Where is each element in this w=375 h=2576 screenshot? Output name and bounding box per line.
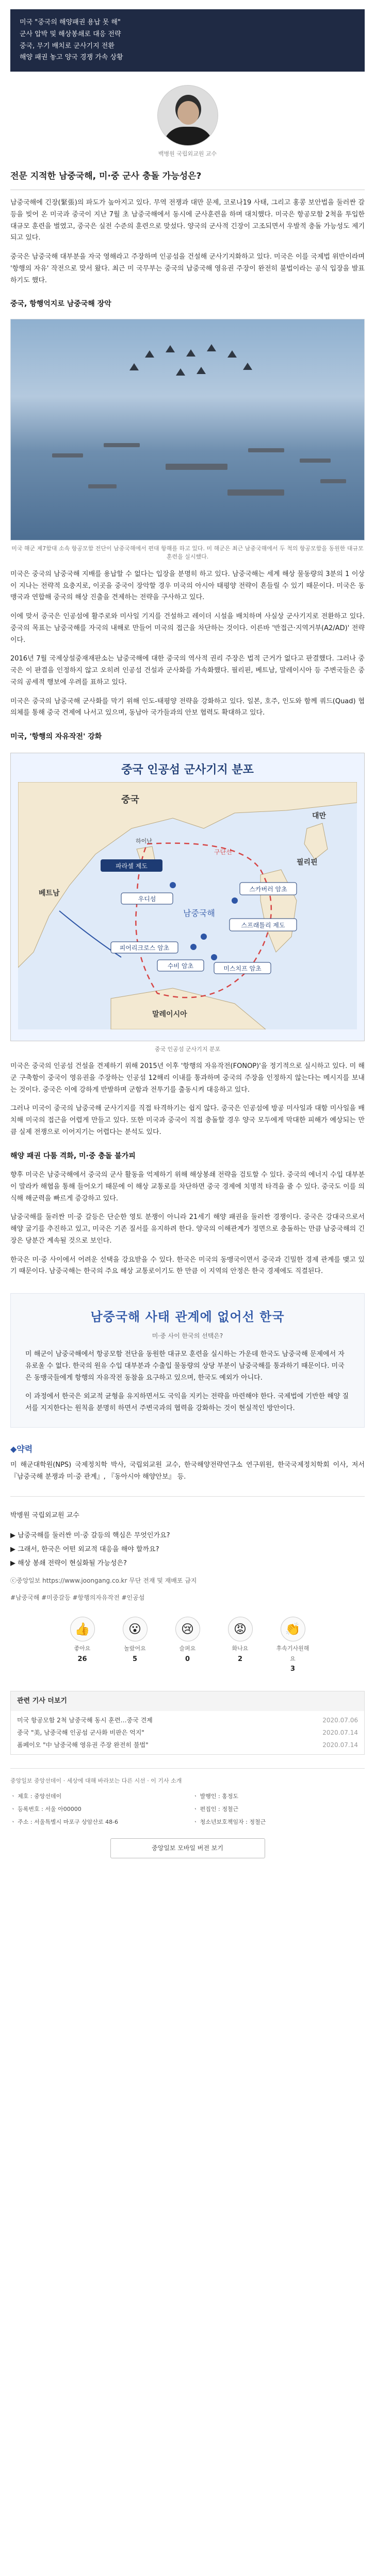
byline: 박병원 국립외교원 교수 xyxy=(10,1512,79,1520)
clap-icon: 👏 xyxy=(281,1617,305,1641)
paragraph: 중국은 남중국해 대부분을 자국 영해라고 주장하며 인공섬을 건설해 군사기지화하고 있다. 미국은 이를 국제법 위반이라며 '항행의 자유' 작전으로 맞서 왔다. 최근 미 국무부는 중국의 남중국해 영유권 주장이 완전히 불법이라는 공식 입장을 발표하기도 했다. xyxy=(10,253,365,284)
tag-list[interactable]: #남중국해 #미중갈등 #항행의자유작전 #인공섬 xyxy=(10,1594,145,1602)
profile-title: ◆약력 xyxy=(10,1444,33,1454)
reaction-follow-up[interactable]: 👏 후속기사원해요 3 xyxy=(276,1617,309,1675)
mobile-version-button[interactable]: 중앙일보 모바일 버전 보기 xyxy=(110,1838,265,1858)
carrier-fleet-photo xyxy=(10,319,365,540)
map-label-sea: 남중국해 xyxy=(183,908,215,918)
paragraph: 그러나 미국이 중국의 남중국해 군사기지를 직접 타격하기는 쉽지 않다. 중국은 인공섬에 방공 미사일과 대함 미사일을 배치해 미국의 접근을 어렵게 만들고 있다. 또한 미국과 중국이 직접 충돌할 경우 양국 모두에게 막대한 피해가 예상되는 만큼 실제 전쟁으로 이어지기는 어렵다는 분석도 있다. xyxy=(10,1105,365,1136)
paragraph: 남중국해에 긴장(緊張)의 파도가 높아지고 있다. 무역 전쟁과 대만 문제, 코로나19 사태, 그리고 홍콩 보안법을 둘러싼 갈등을 빚어 온 미국과 중국이 지난 7월 초 남중국해에서 동시에 군사훈련을 하며 대치했다. 미국은 항공모함 2척을 투입한 대규모 훈련을 벌였고, 중국은 실전 수준의 훈련으로 맞섰다. 양국의 군사적 긴장이 고조되면서 우발적 충돌 가능성도 제기되고 있다. xyxy=(10,199,365,242)
map-label-nine-dash: 구단선 xyxy=(214,848,232,856)
section-title: 미국, '항행의 자유작전' 강화 xyxy=(10,733,102,741)
summary-line: 중국, 무기 배치로 군사기지 전환 xyxy=(20,42,115,50)
question-item[interactable]: ▶ 그래서, 한국은 어떤 외교적 대응을 해야 할까요? xyxy=(10,1545,159,1553)
map-label-scarborough: 스카버러 암초 xyxy=(249,885,287,893)
lead-question: 전문 지적한 남중국해, 미·중 군사 충돌 가능성은? xyxy=(10,169,365,190)
question-list xyxy=(10,1530,365,1569)
reaction-angry[interactable]: 😡 화나요 2 xyxy=(224,1617,257,1675)
profile-text: 미 해군대학원(NPS) 국제정치학 박사, 국립외교원 교수, 한국해양전략연구소 연구위원, 한국국제정치학회 이사, 저서 『남중국해 분쟁과 미·중 관계』, 『동아시아 해양안보』 등. xyxy=(10,1461,365,1481)
map-label-woody: 우디섬 xyxy=(138,895,156,903)
photo-caption: 미국 해군 제7함대 소속 항공모함 전단이 남중국해에서 편대 항해를 하고 있다. 미 해군은 최근 남중국해에서 두 척의 항공모함을 동원한 대규모 훈련을 실시했다. xyxy=(11,545,364,561)
sad-icon: 😢 xyxy=(175,1617,200,1641)
summary-box xyxy=(10,9,365,72)
footer-row: ㆍ 주소 : 서울특별시 마포구 상암산로 48-6 xyxy=(10,1819,119,1826)
paragraph: 한국은 미·중 사이에서 어려운 선택을 강요받을 수 있다. 한국은 미국의 동맹국이면서 중국과 긴밀한 경제 관계를 맺고 있기 때문이다. 남중국해는 한국의 주요 해상 교통로이기도 한 만큼 이 지역의 안정은 한국 경제에도 직결된다. xyxy=(10,1256,365,1276)
map-caption: 중국 인공섬 군사기지 분포 xyxy=(154,1045,221,1053)
section-title: 중국, 항행억지로 남중국해 장악 xyxy=(10,300,111,309)
paragraph: 남중국해를 둘러싼 미·중 갈등은 단순한 영토 분쟁이 아니라 21세기 해양 패권을 둘러싼 경쟁이다. 중국은 강대국으로서 해양 굴기를 추진하고 있고, 미국은 기존 질서를 유지하려 한다. 양국의 이해관계가 정면으로 충돌하는 만큼 남중국해의 긴장은 당분간 계속될 것으로 보인다. xyxy=(10,1213,365,1245)
map-label-philippines: 필리핀 xyxy=(297,858,318,867)
paragraph: 이에 맞서 중국은 인공섬에 활주로와 미사일 기지를 건설하고 레이더 시설을 배치하며 사실상 군사기지로 전환하고 있다. 중국의 목표는 남중국해를 자국의 내해로 만들어 미국의 접근을 차단하는 것이다. 이른바 '반접근·지역거부(A2/AD)' 전략이다. xyxy=(10,613,365,644)
question-item[interactable]: ▶ 남중국해를 둘러싼 미·중 갈등의 핵심은 무엇인가요? xyxy=(10,1532,170,1540)
article-page xyxy=(0,9,375,2576)
callout-paragraph: 이 과정에서 한국은 외교적 균형을 유지하면서도 국익을 지키는 전략을 마련해야 한다. 국제법에 기반한 해양 질서를 지지한다는 원칙을 분명히 하면서 주변국과의 협력을 강화하는 것이 현실적인 방안이다. xyxy=(25,1393,349,1413)
paragraph: 미국은 중국의 인공섬 건설을 견제하기 위해 2015년 이후 '항행의 자유작전(FONOP)'을 정기적으로 실시하고 있다. 미 해군 구축함이 중국이 영유권을 주장하는 인공섬 12해리 이내를 통과하며 중국의 주장을 인정하지 않는다는 메시지를 보내는 것이다. 중국은 이에 강하게 반발하며 군함과 전투기를 출동시켜 대응하고 있다. xyxy=(10,1062,365,1094)
map-label-fiery: 피어리크로스 암초 xyxy=(119,944,170,952)
callout-subtitle: 미·중 사이 한국의 선택은? xyxy=(152,1332,223,1340)
map-label-hainan: 하이난 xyxy=(136,837,152,844)
author-caption: 백병원 국립외교원 교수 xyxy=(158,150,217,158)
related-header: 관련 기사 더보기 xyxy=(11,1691,364,1711)
surprised-icon: 😮 xyxy=(123,1617,148,1641)
profile-section xyxy=(10,1442,365,1483)
reaction-sad[interactable]: 😢 슬퍼요 0 xyxy=(171,1617,204,1675)
related-item[interactable]: 중국 "美, 남중국해 인공섬 군사화 비판은 억지" 2020.07.14 xyxy=(17,1729,358,1737)
footer-row: ㆍ 발행인 : 홍정도 xyxy=(192,1792,239,1800)
reaction-surprised[interactable]: 😮 놀랐어요 5 xyxy=(119,1617,152,1675)
footer-row: ㆍ 제호 : 중앙선데이 xyxy=(10,1792,62,1800)
copyright: ⓒ중앙일보 https://www.joongang.co.kr 무단 전재 및 재배포 금지 xyxy=(10,1577,197,1585)
map-title: 중국 인공섬 군사기지 분포 xyxy=(121,763,254,776)
author-profile xyxy=(10,85,365,159)
map-label-taiwan: 대만 xyxy=(312,811,327,820)
question-item[interactable]: ▶ 해상 봉쇄 전략이 현실화될 가능성은? xyxy=(10,1559,127,1567)
footer-row: ㆍ 편집인 : 정철근 xyxy=(192,1805,239,1812)
footer-meta: 중앙일보 중앙선데이 · 세상에 대해 바라보는 다른 시선 · 이 기사 소개 xyxy=(10,1777,182,1785)
angry-icon: 😡 xyxy=(228,1617,253,1641)
map-label-mischief: 미스치프 암초 xyxy=(223,964,262,972)
map-label-malaysia: 말레이시아 xyxy=(152,1010,187,1019)
map-label-paracel: 파라셀 제도 xyxy=(116,862,148,870)
callout-paragraph: 미 해군이 남중국해에서 항공모함 전단을 동원한 대규모 훈련을 실시하는 가운데 한국도 남중국해 문제에서 자유로울 수 없다. 한국의 원유 수입 대부분과 수출입 물동량의 상당 부분이 남중국해를 통과하기 때문이다. 미국은 동맹국들에게 항행의 자유작전 동참을 요구하고 있으며, 한국도 예외가 아니다. xyxy=(25,1350,345,1382)
south-china-sea-map xyxy=(18,782,357,1029)
related-articles xyxy=(10,1691,365,1755)
map-label-subi: 수비 암초 xyxy=(167,962,194,970)
base-map-infographic xyxy=(10,753,365,1041)
site-footer xyxy=(10,1768,365,1858)
map-label-spratly: 스프래틀리 제도 xyxy=(241,921,285,929)
callout-title: 남중국해 사태 관계에 없어선 한국 xyxy=(90,1310,285,1325)
footer-row: ㆍ 청소년보호책임자 : 정철근 xyxy=(192,1819,266,1826)
summary-line: 군사 압박 및 해상봉쇄로 대응 전략 xyxy=(20,30,121,38)
callout-box xyxy=(10,1293,365,1428)
paragraph: 2016년 7월 국제상설중재재판소는 남중국해에 대한 중국의 역사적 권리 주장은 법적 근거가 없다고 판결했다. 그러나 중국은 이 판결을 인정하지 않고 오히려 인공섬 건설과 군사화를 가속화했다. 필리핀, 베트남, 말레이시아 등 주변국들은 중국의 공세적 행보에 우려를 표하고 있다. xyxy=(10,655,365,686)
summary-line: 미국 "중국의 해양패권 용납 못 해" xyxy=(20,19,121,26)
related-item[interactable]: 미국 항공모함 2척 남중국해 동시 훈련…중국 견제 2020.07.06 xyxy=(17,1717,358,1724)
paragraph: 미국은 중국의 남중국해 군사화를 막기 위해 인도-태평양 전략을 강화하고 있다. 일본, 호주, 인도와 함께 쿼드(Quad) 협의체를 통해 중국 견제에 나서고 있으며, 동남아 국가들과의 안보 협력도 확대하고 있다. xyxy=(10,697,365,717)
paragraph: 향후 미국은 남중국해에서 중국의 군사 활동을 억제하기 위해 해상봉쇄 전략을 검토할 수 있다. 중국의 에너지 수입 대부분이 말라카 해협을 통해 들어오기 때문에 이 해상 교통로를 차단하면 중국 경제에 치명적 타격을 줄 수 있다. 중국도 이를 의식해 해군력을 빠르게 증강하고 있다. xyxy=(10,1171,365,1202)
map-label-china: 중국 xyxy=(121,794,139,805)
reaction-bar xyxy=(10,1617,365,1675)
paragraph: 미국은 중국의 남중국해 지배를 용납할 수 없다는 입장을 분명히 하고 있다. 남중국해는 세계 해상 물동량의 3분의 1 이상이 지나는 전략적 요충지로, 이곳을 중국이 장악할 경우 미국의 아시아 태평양 전략이 흔들릴 수 있기 때문이다. 미국은 동맹국과 연합해 중국의 해상 진출을 견제하는 전략을 구사하고 있다. xyxy=(10,570,365,602)
reaction-like[interactable]: 👍 좋아요 26 xyxy=(66,1617,99,1675)
related-item[interactable]: 폼페이오 "中 남중국해 영유권 주장 완전히 불법" 2020.07.14 xyxy=(17,1741,358,1749)
footer-row: ㆍ 등록번호 : 서울 아00000 xyxy=(10,1805,81,1812)
like-icon: 👍 xyxy=(70,1617,95,1641)
author-photo xyxy=(157,85,218,146)
section-title: 해양 패권 다툼 격화, 미·중 충돌 불가피 xyxy=(10,1151,136,1160)
summary-line: 해양 패권 놓고 양국 경쟁 가속 상황 xyxy=(20,54,123,62)
map-label-vietnam: 베트남 xyxy=(39,889,60,897)
